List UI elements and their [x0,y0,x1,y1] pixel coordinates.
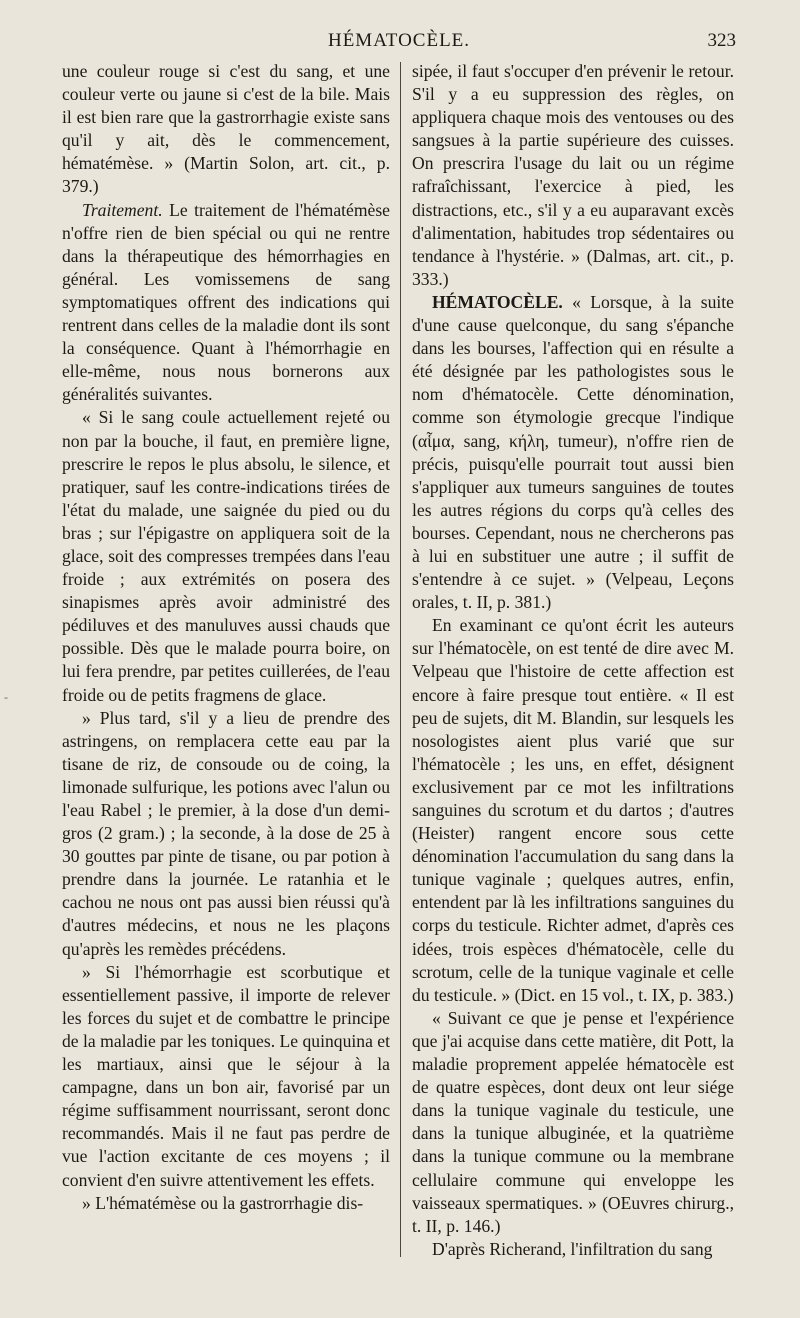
paragraph [62,961,390,1192]
paragraph [412,614,734,1007]
paragraph-text: Le traitement de l'hématémèse n'offre rien de bien spécial ou qui ne rentre dans la thérapeutique des hémorrhagies en général. Les vomissemens de sang symptomatiques offrent des indications qui rentrent dans celles de la maladie dont ils sont la conséquence. Quant à l'hémorrhagie en elle-même, nous nous bornerons aux généralités suivantes. [62,199,390,405]
paragraph-text: « Suivant ce que je pense et l'expérience que j'ai acquise dans cette matière, dit Pott, la maladie proprement appelée hématocèle est de quatre espèces, dont deux ont leur siége dans la tunique vaginale du testicule, une dans la tunique albuginée, et la quatrième dans la tunique commune ou la membrane cellulaire commune qui enveloppe les vaisseaux spermatiques. » (OEuvres chirurg., t. II, p. 146.) [412,1007,734,1236]
paragraph [62,199,390,407]
margin-mark: - [4,690,8,704]
paragraph-text: » L'hématémèse ou la gastrorrhagie dis- [82,1192,364,1213]
paragraph-text: « Si le sang coule actuellement rejeté ou non par la bouche, il faut, en première ligne, prescrire le repos le plus absolu, le silence, et pratiquer, sauf les contre-indications tirées de l'état du malade, une saignée du pied ou du bras ; sur l'épigastre on appliquera soit de la glace, soit des compresses trempées dans l'eau froide ; aux extrémités on posera des sinapismes après avoir administré des pédiluves et des manuluves aussi chauds que possible. Dès que le malade pourra boire, on lui fera prendre, par petites cuillerées, de l'eau froide ou de petits fragmens de glace. [62,407,390,705]
paragraph [412,291,734,614]
right-column [412,60,734,1261]
paragraph-text: En examinant ce qu'ont écrit les auteurs sur l'hématocèle, on est tenté de dire avec M. Velpeau que l'histoire de cette affection est encore à faire presque tout entière. « Il est peu de sujets, dit M. Blandin, sur lesquels les nosologistes aient plus varié que sur l'hématocèle ; les uns, en effet, désignent exclusivement par ce mot les infiltrations sanguines du scrotum et du dartos ; d'autres (Heister) rangent encore sous cette dénomination l'accumulation du sang dans la tunique vaginale ; quelques autres, enfin, entendent par là les infiltrations sanguines du corps du testicule. Richter admet, d'après ces idées, trois espèces d'hématocèle, celle du scrotum, celle de la tunique vaginale et celle du testicule. » (Dict. en 15 vol., t. IX, p. 383.) [412,615,734,1005]
paragraph-text: « Lorsque, à la suite d'une cause quelconque, du sang s'épanche dans les bourses, l'affection qui en résulte a été désignée par les pathologistes sous le nom d'hématocèle. Cette dénomination, comme son étymologie grecque l'indique (αἷμα, sang, κήλη, tumeur), n'offre rien de précis, puisqu'elle pourrait tout aussi bien s'appliquer aux tumeurs sanguines de toutes les autres régions du corps qu'à celles des bourses. Cependant, nous ne chercherons pas à lui en substituer une autre ; il suffit de s'entendre à ce sujet. » (Velpeau, Leçons orales, t. II, p. 381.) [412,291,734,613]
paragraph-text: » Si l'hémorrhagie est scorbutique et essentiellement passive, il importe de relever les forces du sujet et de combattre le principe de la maladie par les toniques. Le quinquina et les martiaux, ainsi que le séjour à la campagne, dans un bon air, favorisé par un régime suffisamment nourrissant, seront donc recommandés. Mais il ne faut pas perdre de vue l'action excitante de ces moyens ; il convient d'en suivre attentivement les effets. [62,961,390,1190]
page-number: 323 [707,30,736,51]
paragraph [62,60,390,199]
paragraph-text: sipée, il faut s'occuper d'en prévenir le retour. S'il y a eu suppression des règles, on appliquera chaque mois des ventouses ou des sangsues à la partie supérieure des cuisses. On prescrira l'usage du lait ou un régime rafraîchissant, l'exercice à pied, les distractions, etc., s'il y a eu auparavant excès d'alimentation, habitudes trop sédentaires ou tendance à l'hystérie. » (Dalmas, art. cit., p. 333.) [412,61,734,289]
section-lead: Traitement. [82,199,163,220]
running-title: HÉMATOCÈLE. [327,30,471,51]
paragraph-text: D'après Richerand, l'infiltration du sang [432,1238,713,1259]
paragraph [412,1007,734,1238]
paragraph [62,1192,390,1215]
left-column [62,60,390,1215]
page-header [62,30,736,56]
paragraph-text: une couleur rouge si c'est du sang, et une couleur verte ou jaune si c'est de la bile. Mais il est bien rare que la gastrorrhagie existe sans qu'il y ait, dès le commencement, hématémèse. » (Martin Solon, art. cit., p. 379.) [62,61,390,197]
paragraph [62,707,390,961]
paragraph [412,60,734,291]
entry-heading: HÉMATOCÈLE. [432,291,563,312]
paragraph [412,1238,734,1261]
paragraph [62,406,390,706]
paragraph-text: » Plus tard, s'il y a lieu de prendre des astringens, on remplacera cette eau par la tisane de riz, de consoude ou de coing, la limonade sulfurique, les potions avec l'alun ou l'eau Rabel ; le premier, à la dose d'un demi-gros (2 gram.) ; la seconde, à la dose de 25 à 30 gouttes par pinte de tisane, ou par potion à prendre dans la journée. Le ratanhia et le cachou ne nous ont pas aussi bien réussi qu'à d'autres médecins, et nous ne les plaçons qu'après les remèdes précédens. [62,707,390,959]
column-divider [400,62,401,1257]
